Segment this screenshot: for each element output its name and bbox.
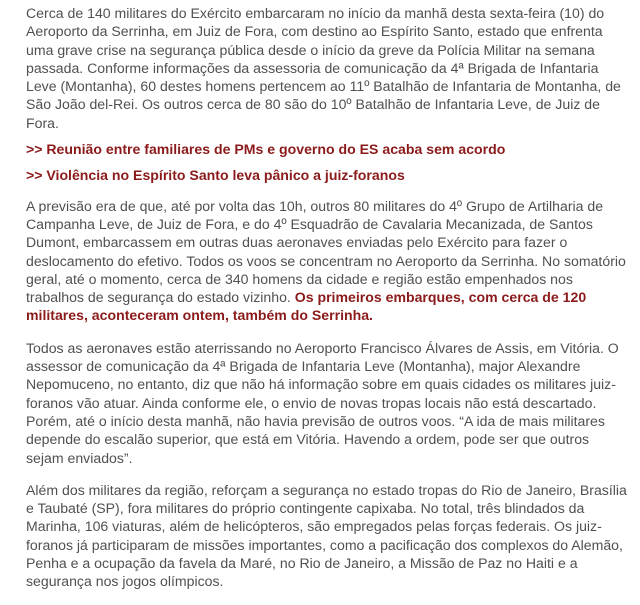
news-article: [26, 4, 630, 605]
article-paragraph-2: [26, 197, 630, 325]
article-paragraph-2-text: A previsão era de que, até por volta das 10h, outros 80 militares do 4º Grupo de Artilharia de Campanha Leve, de Juiz de Fora, e do 4º Esquadrão de Cavalaria Mecanizada, de Santos Dumont, embarcassem em outras duas aeronaves enviadas pelo Exército para fazer o deslocamento do efetivo. Todos os voos se concentram no Aeroporto da Serrinha. No somatório geral, até o momento, cerca de 340 homens da cidade e região estão empenhados nos trabalhos de segurança do estado vizinho.: [26, 197, 626, 306]
article-paragraph-4: Além dos militares da região, reforçam a segurança no estado tropas do Rio de Janeiro, Brasília e Taubaté (SP), fora militares do próprio contingente capixaba. No total, três blindados da Marinha, 106 viaturas, além de helicópteros, são empregados pelas forças federais. Os juiz-foranos já participaram de missões importantes, como a pacificação dos complexos do Alemão, Penha e a ocupação da favela da Maré, no Rio de Janeiro, a Missão de Paz no Haiti e a segurança nos jogos olímpicos.: [26, 481, 627, 590]
article-paragraph-2-highlight: Os primeiros embarques, com cerca de 120 militares, aconteceram ontem, também do Serrinha.: [26, 289, 587, 324]
related-link-2[interactable]: [26, 166, 630, 184]
related-link-2-text[interactable]: >> Violência no Espírito Santo leva pânico a juiz-foranos: [26, 167, 405, 184]
article-paragraph-3: Todos as aeronaves estão aterrissando no Aeroporto Francisco Álvares de Assis, em Vitória. O assessor de comunicação da 4ª Brigada de Infantaria Leve (Montanha), major Alexandre Nepomuceno, no entanto, diz que não há informação sobre em quais cidades os militares juiz-foranos vão atuar. Ainda conforme ele, o envio de novas tropas locais não está descartado. Porém, até o início desta manhã, não havia previsão de outros voos. “A ida de mais militares depende do escalão superior, que está em Vitória. Havendo a ordem, pode ser que outros sejam enviados”.: [26, 339, 619, 466]
related-link-1[interactable]: [26, 140, 630, 158]
article-paragraph-1: Cerca de 140 militares do Exército embarcaram no início da manhã desta sexta-feira (10) do Aeroporto da Serrinha, em Juiz de Fora, com destino ao Espírito Santo, estado que enfrenta uma grave crise na segurança pública desde o início da greve da Polícia Militar na semana passada. Conforme informações da assessoria de comunicação da 4ª Brigada de Infantaria Leve (Montanha), 60 destes homens pertencem ao 11º Batalhão de Infantaria de Montanha, de São João del-Rei. Os outros cerca de 80 são do 10º Batalhão de Infantaria Leve, de Juiz de Fora.: [26, 5, 621, 131]
related-link-1-text[interactable]: >> Reunião entre familiares de PMs e governo do ES acaba sem acordo: [26, 141, 506, 158]
